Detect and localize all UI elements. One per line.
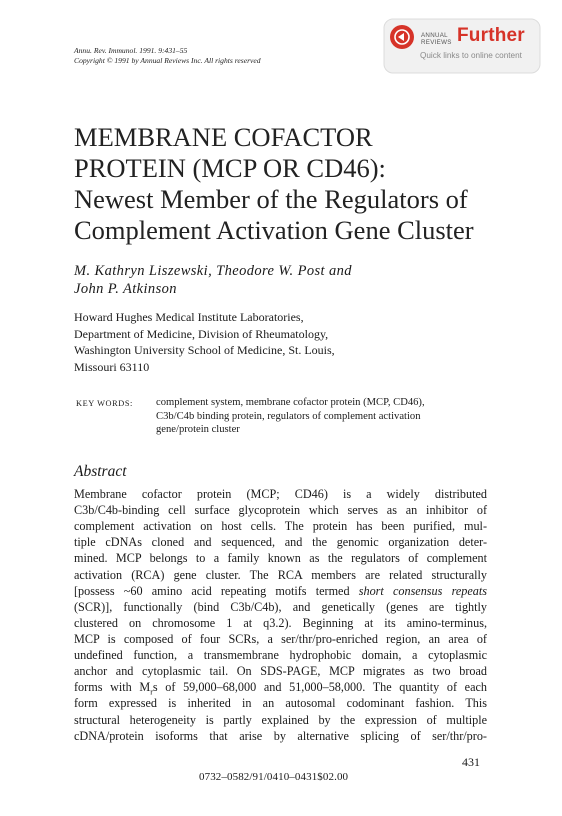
- abstract-line: MCP is composed of four SCRs, a ser/thr/pro-enriched region, an area of: [74, 631, 487, 646]
- authors-line-2: John P. Atkinson: [74, 280, 177, 297]
- title-line-2: PROTEIN (MCP OR CD46):: [74, 153, 386, 183]
- abstract-line-scr: [74, 583, 487, 599]
- abstract-line: activation (RCA) gene cluster. The RCA members are related structurally: [74, 567, 487, 582]
- affiliation-line: Missouri 63110: [74, 359, 150, 374]
- keyword-line: complement system, membrane cofactor protein (MCP, CD46),: [156, 397, 425, 408]
- footer-code: 0732–0582/91/0410–0431$02.00: [199, 771, 349, 783]
- abstract-line-text: forms with M: [74, 680, 151, 695]
- abstract-line-rest: s of 59,000–68,000 and 51,000–58,000. The quantity of each: [152, 680, 488, 695]
- title-line-3: Newest Member of the Regulators of: [74, 184, 468, 214]
- abstract-line: Membrane cofactor protein (MCP; CD46) is a widely distributed: [74, 487, 487, 501]
- further-play-icon: [389, 24, 415, 50]
- citation-line-1: Annu. Rev. Immunol. 1991. 9:431–55: [74, 46, 188, 55]
- abstract-body: [74, 486, 487, 744]
- keywords-list: [156, 396, 489, 437]
- authors: [74, 263, 352, 298]
- citation-line-2: Copyright © 1991 by Annual Reviews Inc. All rights reserved: [74, 56, 261, 65]
- authors-line-1: M. Kathryn Liszewski, Theodore W. Post and: [74, 263, 352, 279]
- affiliation-line: Washington University School of Medicine, St. Louis,: [74, 343, 335, 357]
- title-line-1: MEMBRANE COFACTOR: [74, 122, 373, 152]
- abstract-line: anchor and cytoplasmic tail. On SDS-PAGE, MCP migrates as two broad: [74, 664, 487, 679]
- affiliation-line: Howard Hughes Medical Institute Laboratories,: [74, 310, 304, 324]
- page-number: 431: [462, 755, 480, 769]
- abstract-line-mr: [74, 679, 487, 695]
- article-title: [74, 122, 474, 246]
- badge-reviews: REVIEWS: [421, 39, 452, 46]
- journal-citation: [74, 46, 261, 66]
- abstract-line: form expressed is inherited in an autosomal codominant fashion. This: [74, 696, 487, 711]
- affiliation-line: Department of Medicine, Division of Rheumatology,: [74, 326, 329, 341]
- keyword-line: gene/protein cluster: [156, 424, 240, 435]
- mr-subscript: r: [150, 687, 153, 697]
- badge-quick-links[interactable]: Quick links to online content: [420, 51, 522, 60]
- abstract-heading: Abstract: [74, 463, 127, 480]
- abstract-line: (SCR)], functionally (bind C3b/C4b), and genetically (genes are tightly: [74, 599, 487, 614]
- further-badge[interactable]: [383, 18, 541, 74]
- abstract-line: complement activation on host cells. The protein has been purified, mul-: [74, 519, 487, 534]
- abstract-line: tiple cDNAs cloned and sequenced, and the genomic organization deter-: [74, 535, 487, 550]
- title-line-4: Complement Activation Gene Cluster: [74, 215, 474, 245]
- abstract-line-text: [possess ~60 amino acid repeating motifs termed: [74, 583, 350, 598]
- italic-phrase: short consensus repeats: [358, 583, 487, 598]
- abstract-line: clustered on chromosome 1 at q3.2). Beginning at its amino-terminus,: [74, 615, 487, 630]
- badge-further-text: Further: [457, 25, 525, 46]
- badge-annual: ANNUAL: [421, 32, 448, 39]
- abstract-line: C3b/C4b-binding cell surface glycoprotein which serves as an inhibitor of: [74, 503, 487, 518]
- affiliation: [74, 309, 335, 375]
- keywords-label: KEY WORDS:: [76, 399, 133, 408]
- abstract-line: mined. MCP belongs to a family known as the regulators of complement: [74, 551, 487, 566]
- keyword-line: C3b/C4b binding protein, regulators of complement activation: [156, 410, 421, 422]
- abstract-line: structural heterogeneity is partly explained by the expression of multiple: [74, 712, 487, 727]
- badge-annual-reviews: [421, 32, 452, 46]
- abstract-line: undefined function, a transmembrane hydrophobic domain, a cytoplasmic: [74, 648, 487, 663]
- abstract-line: cDNA/protein isoforms that arise by alternative splicing of ser/thr/pro-: [74, 728, 487, 743]
